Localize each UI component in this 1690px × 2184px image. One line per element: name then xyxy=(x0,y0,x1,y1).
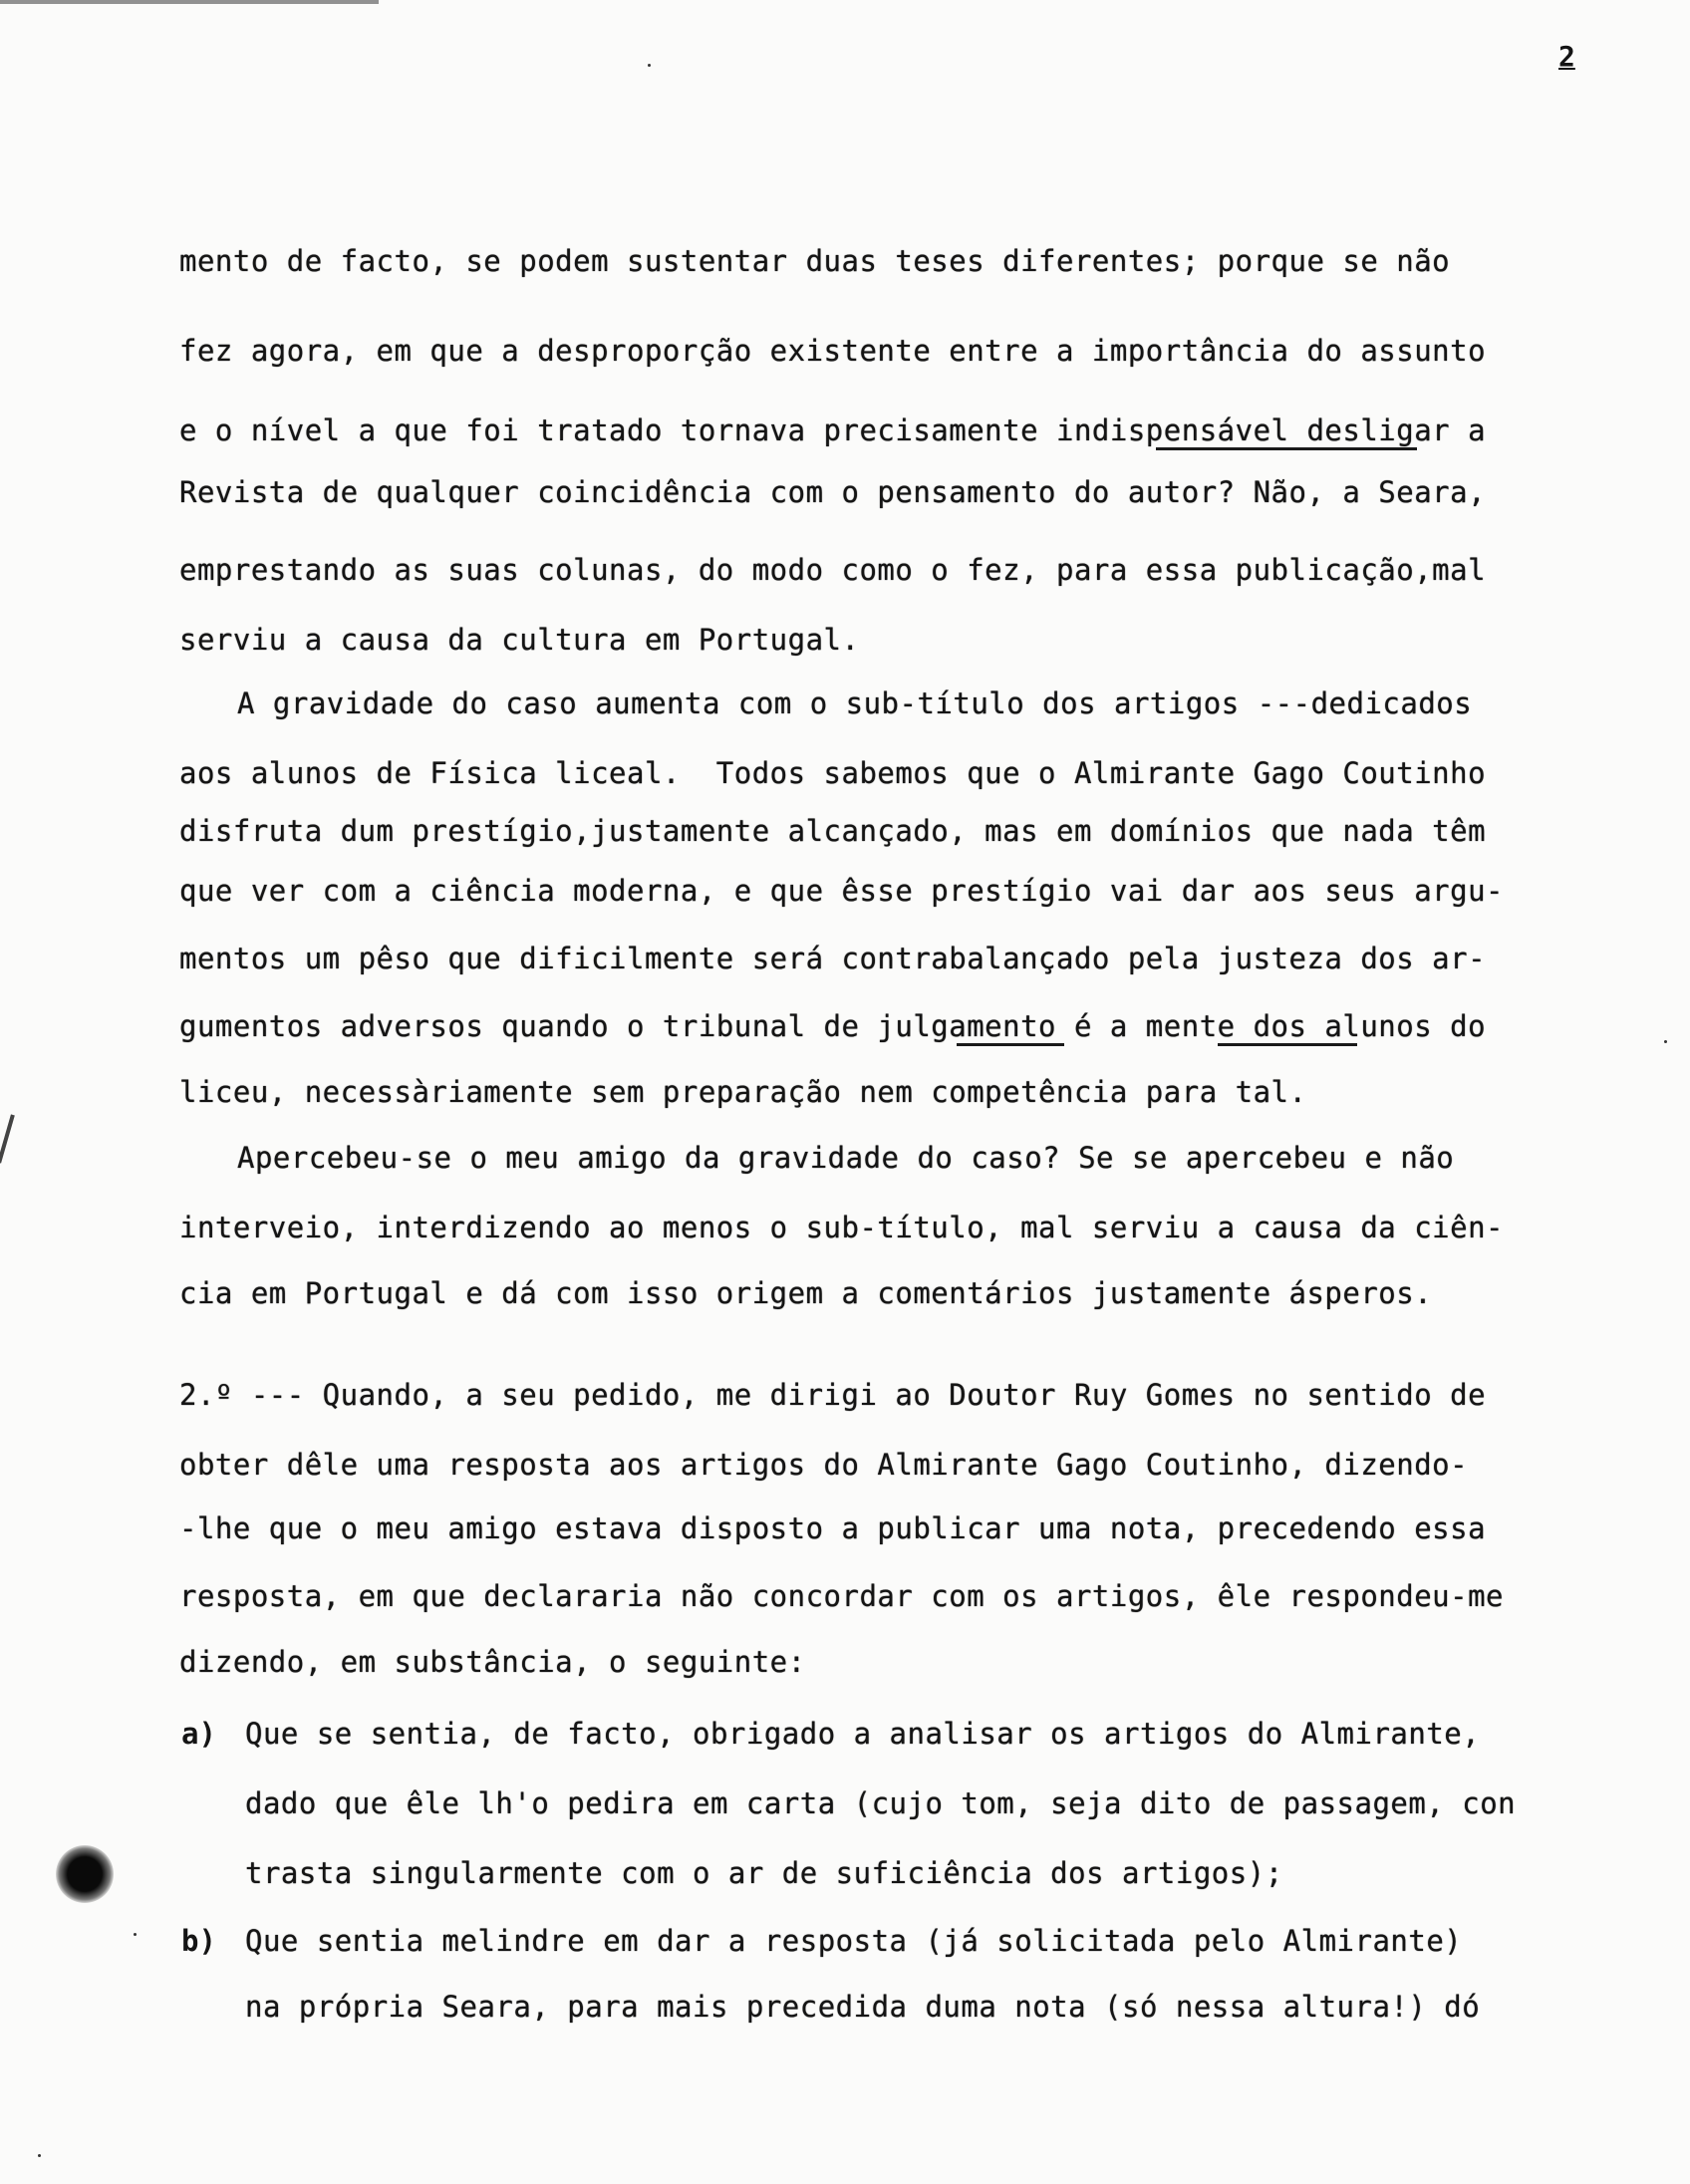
paragraph-2-line-2: aos alunos de Física liceal. Todos sabemos que o Almirante Gago Coutinho xyxy=(179,756,1487,790)
list-item-b-marker: b) xyxy=(181,1924,216,1958)
list-item-a-line-3: trasta singularmente com o ar de suficiência dos artigos); xyxy=(245,1856,1283,1890)
handwritten-underline xyxy=(1156,447,1417,450)
paragraph-2-line-6: gumentos adversos quando o tribunal de julgamento é a mente dos alunos do xyxy=(179,1009,1487,1043)
list-item-a-marker: a) xyxy=(181,1717,216,1751)
paragraph-1-line-6: serviu a causa da cultura em Portugal. xyxy=(179,623,860,657)
paragraph-4-line-4: resposta, em que declararia não concordar com os artigos, êle respondeu-me xyxy=(179,1579,1505,1613)
handwritten-underline xyxy=(1218,1043,1357,1046)
paragraph-1-line-1: mento de facto, se podem sustentar duas teses diferentes; porque se não xyxy=(179,244,1451,278)
paragraph-3-line-1: Apercebeu-se o meu amigo da gravidade do caso? Se se apercebeu e não xyxy=(237,1141,1455,1175)
paragraph-2-line-7: liceu, necessàriamente sem preparação nem competência para tal. xyxy=(179,1075,1307,1109)
paragraph-1-line-2: fez agora, em que a desproporção existente entre a importância do assunto xyxy=(179,334,1487,368)
scan-edge-shadow xyxy=(0,0,379,4)
ink-blot xyxy=(56,1845,114,1903)
paragraph-3-line-2: interveio, interdizendo ao menos o sub-título, mal serviu a causa da ciên- xyxy=(179,1211,1505,1244)
paragraph-1-line-5: emprestando as suas colunas, do modo como o fez, para essa publicação,mal xyxy=(179,553,1487,587)
list-item-b-line-1: Que sentia melindre em dar a resposta (já solicitada pelo Almirante) xyxy=(245,1924,1463,1958)
ink-speck xyxy=(648,64,651,67)
ink-speck xyxy=(134,1933,137,1936)
page-number: 2 xyxy=(1558,40,1575,73)
handwritten-underline xyxy=(957,1043,1064,1046)
ink-speck xyxy=(1664,1040,1667,1043)
paragraph-4-line-2: obter dêle uma resposta aos artigos do Almirante Gago Coutinho, dizendo- xyxy=(179,1448,1469,1482)
paragraph-4-line-3: -lhe que o meu amigo estava disposto a publicar uma nota, precedendo essa xyxy=(179,1511,1487,1545)
list-item-a-line-1: Que se sentia, de facto, obrigado a analisar os artigos do Almirante, xyxy=(245,1717,1481,1751)
paragraph-2-line-3: disfruta dum prestígio,justamente alcançado, mas em domínios que nada têm xyxy=(179,814,1487,848)
paragraph-3-line-3: cia em Portugal e dá com isso origem a comentários justamente ásperos. xyxy=(179,1276,1433,1310)
paragraph-2-line-5: mentos um pêso que dificilmente será contrabalançado pela justeza dos ar- xyxy=(179,942,1487,975)
paragraph-2-line-1: A gravidade do caso aumenta com o sub-título dos artigos ---dedicados xyxy=(237,686,1473,720)
paragraph-1-line-3: e o nível a que foi tratado tornava precisamente indispensável desligar a xyxy=(179,413,1487,447)
paragraph-2-line-4: que ver com a ciência moderna, e que êsse prestígio vai dar aos seus argu- xyxy=(179,874,1505,908)
list-item-a-line-2: dado que êle lh'o pedira em carta (cujo tom, seja dito de passagem, con xyxy=(245,1786,1517,1820)
paragraph-1-line-4: Revista de qualquer coincidência com o pensamento do autor? Não, a Seara, xyxy=(179,475,1487,509)
margin-pen-stroke xyxy=(0,1114,15,1163)
list-item-b-line-2: na própria Seara, para mais precedida duma nota (só nessa altura!) dó xyxy=(245,1990,1481,2024)
ink-speck xyxy=(38,2154,41,2157)
paragraph-4-line-5: dizendo, em substância, o seguinte: xyxy=(179,1645,806,1679)
paragraph-4-line-1: 2.º --- Quando, a seu pedido, me dirigi ao Doutor Ruy Gomes no sentido de xyxy=(179,1378,1487,1412)
